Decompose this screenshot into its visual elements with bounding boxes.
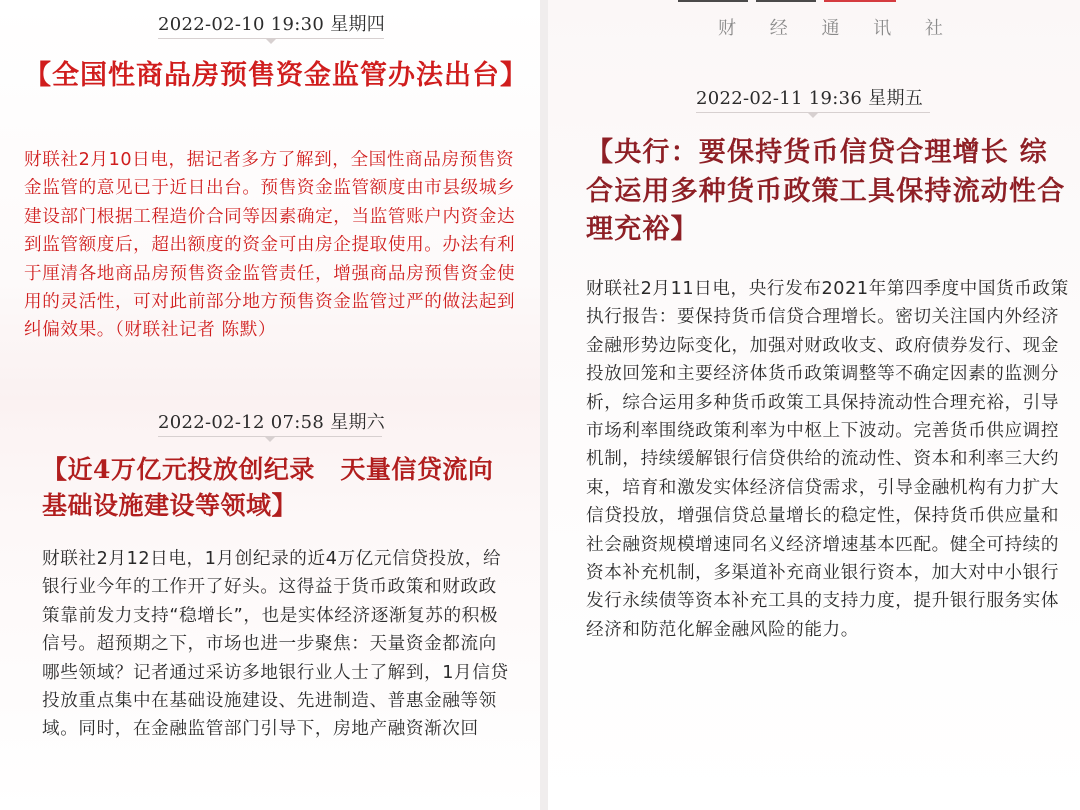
date-caret-icon <box>264 436 276 442</box>
news-date: 2022-02-10 19:30 星期四 <box>158 14 386 35</box>
news-body: 财联社2月12日电，1月创纪录的近4万亿元信贷投放，给银行业今年的工作开了好头。这得益于货币政策和财政政策靠前发力支持“稳增长”，也是实体经济逐渐复苏的积极信号。超预期之下，市场也进一步聚焦：天量资金都流向哪些领域？记者通过采访多地银行业人士了解到，1月信贷投放重点集中在基础设施建设、先进制造、普惠金融等领域。同时，在金融监管部门引导下，房地产融资渐次回 <box>42 549 509 740</box>
brand-subtitle: 财 经 通 讯 社 <box>718 18 957 39</box>
news-card-pboc-report <box>548 0 1080 810</box>
date-caret-icon <box>265 38 277 44</box>
news-headline: 【全国性商品房预售资金监管办法出台】 <box>24 60 528 91</box>
news-date: 2022-02-12 07:58 星期六 <box>158 412 386 433</box>
news-headline: 【央行：要保持货币信贷合理增长 综合运用多种货币政策工具保持流动性合理充裕】 <box>586 137 1066 246</box>
brand-logo <box>678 0 928 4</box>
news-headline: 【近4万亿元投放创纪录 天量信贷流向基础设施建设等领域】 <box>42 455 494 521</box>
date-caret-icon <box>807 112 819 118</box>
news-card-credit-record <box>0 400 540 810</box>
panel-gap <box>540 0 548 810</box>
news-card-presale-funds <box>0 0 540 400</box>
news-body: 财联社2月11日电，央行发布2021年第四季度中国货币政策执行报告：要保持货币信贷合理增长。密切关注国内外经济金融形势边际变化，加强对财政收支、政府债券发行、现金投放回笼和主要经济体货币政策调整等不确定因素的监测分析，综合运用多种货币政策工具保持流动性合理充裕，引导市场利率围绕政策利率为中枢上下波动。完善货币供应调控机制，持续缓解银行信贷供给的流动性、资本和利率三大约束，培育和激发实体经济信贷需求，引导金融机构有力扩大信贷投放，增强信贷总量增长的稳定性，保持货币供应量和社会融资规模增速同名义经济增速基本匹配。健全可持续的资本补充机制，多渠道补充商业银行资本，加大对中小银行发行永续债等资本补充工具的支持力度，提升银行服务实体经济和防范化解金融风险的能力。 <box>586 279 1069 640</box>
news-body: 财联社2月10日电，据记者多方了解到，全国性商品房预售资金监管的意见已于近日出台。预售资金监管额度由市县级城乡建设部门根据工程造价合同等因素确定，当监管账户内资金达到监管额度后，超出额度的资金可由房企提取使用。办法有利于厘清各地商品房预售资金监管责任，增强商品房预售资金使用的灵活性，可对此前部分地方预售资金监管过严的做法起到纠偏效果。（财联社记者 陈默） <box>24 150 516 341</box>
news-date: 2022-02-11 19:36 星期五 <box>696 88 924 109</box>
